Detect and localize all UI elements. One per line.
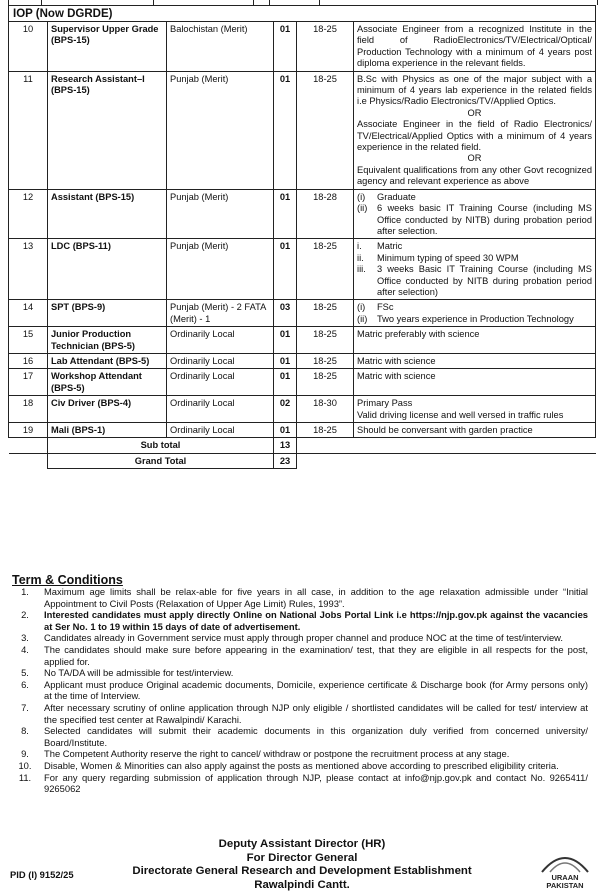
post-count: 01 (274, 369, 297, 396)
domicile: Punjab (Merit) (167, 189, 274, 239)
age-limit: 18-25 (297, 300, 354, 327)
serial-number: 10 (9, 22, 48, 72)
term-number: 9. (21, 748, 29, 760)
qualification-line: Valid driving license and well versed in traffic rules (357, 409, 564, 420)
term-number: 4. (21, 643, 29, 655)
domicile: Ordinarily Local (167, 423, 274, 438)
post-count: 01 (274, 189, 297, 239)
qualification (354, 353, 596, 368)
qualification-item (357, 192, 592, 203)
age-limit: 18-25 (297, 22, 354, 72)
table-row (9, 22, 596, 72)
subtotal-row (9, 438, 596, 453)
post-name: Workshop Attendant (BPS-5) (48, 369, 167, 396)
domicile: Ordinarily Local (167, 353, 274, 368)
table-row (9, 71, 596, 189)
qualification (354, 423, 596, 438)
term-text: The candidates should make sure before appearing in the examination/ test, that they are eligible in all respects for the post, applied for. (44, 643, 588, 667)
item-marker: (ii) (357, 313, 368, 324)
grandtotal-label: Grand Total (48, 453, 274, 468)
table-row (9, 239, 596, 300)
table-row (9, 189, 596, 239)
qualification-line: Associate Engineer from a recognized Institute in the field of RadioElectronics/TV/Electrical/Optical/ Production Technology with a minimum of 4 years post diploma experience in the relevant fields. (357, 24, 592, 69)
qualification (354, 396, 596, 423)
qualification-line: Equivalent qualifications from any other Govt recognized agency and relevant experience as above (357, 164, 592, 187)
grandtotal-row (9, 453, 596, 468)
age-limit: 18-25 (297, 327, 354, 354)
footer-line: Rawalpindi Cantt. (254, 878, 350, 891)
age-limit: 18-25 (297, 353, 354, 368)
term-text: Disable, Women & Minorities can also apply against the posts as mentioned above according to prescribed eligibility criteria. (44, 759, 559, 771)
term-text: Maximum age limits shall be relax-able for five years in all case, in addition to the age relaxation admissible under “Initial Appointment to Civil Posts (Relaxation of Upper Age Limit) Rules, 1993”. (44, 586, 588, 609)
item-text: Two years experience in Production Technology (377, 313, 574, 324)
serial-number: 15 (9, 327, 48, 354)
post-name: Research Assistant–I (BPS-15) (48, 71, 167, 189)
term-text: The Competent Authority reserve the right to cancel/ withdraw or postpone the recruitment process at any stage. (44, 748, 510, 760)
table-row (9, 396, 596, 423)
term-number: 5. (21, 667, 29, 679)
item-text: Matric (377, 241, 403, 252)
qualification (354, 22, 596, 72)
serial-number: 16 (9, 353, 48, 368)
post-name: Supervisor Upper Grade (BPS-15) (48, 22, 167, 72)
domicile: Ordinarily Local (167, 369, 274, 396)
subtotal-value: 13 (274, 438, 297, 453)
term-number: 7. (21, 701, 29, 713)
age-limit: 18-25 (297, 369, 354, 396)
footer-line: Directorate General Research and Development Establishment (132, 865, 472, 878)
serial-number: 18 (9, 396, 48, 423)
item-marker: (i) (357, 302, 366, 313)
post-name: SPT (BPS-9) (48, 300, 167, 327)
item-text: Graduate (377, 191, 416, 202)
logo-text-line2: PAKISTAN (546, 881, 584, 890)
post-count: 01 (274, 71, 297, 189)
age-limit: 18-30 (297, 396, 354, 423)
footer-line: Deputy Assistant Director (HR) (218, 838, 386, 850)
post-count: 01 (274, 327, 297, 354)
logo-text-line1: URAAN (551, 873, 579, 882)
term-item (6, 644, 588, 667)
qualification-line: Associate Engineer in the field of Radio Electronics/ TV/Electrical/Applied Optics with a minimum of 4 years experience in the related field. (357, 119, 592, 153)
table-row (9, 353, 596, 368)
item-text: Minimum typing of speed 30 WPM (377, 252, 519, 263)
serial-number: 13 (9, 239, 48, 300)
terms-list (6, 586, 588, 795)
grandtotal-value: 23 (274, 453, 297, 468)
post-name: Junior Production Technician (BPS-5) (48, 327, 167, 354)
vacancy-table (8, 21, 596, 469)
qualification-line: Should be conversant with garden practice (357, 425, 533, 435)
qualification-line: OR (467, 153, 482, 164)
serial-number: 19 (9, 423, 48, 438)
term-text: No TA/DA will be admissible for test/interview. (44, 667, 234, 679)
term-text: Selected candidates will submit their academic documents in this organization duly verified from concerned university/ Board/Institute. (44, 725, 588, 748)
qualification (354, 71, 596, 189)
age-limit: 18-28 (297, 189, 354, 239)
table-row (9, 423, 596, 438)
item-marker: i. (357, 241, 362, 252)
post-count: 01 (274, 22, 297, 72)
qualification (354, 239, 596, 300)
term-text: Candidates already in Government service must apply through proper channel and produce NOC at the time of test/interview. (44, 632, 564, 644)
item-marker: iii. (357, 264, 366, 275)
post-name: Assistant (BPS-15) (48, 189, 167, 239)
serial-number: 14 (9, 300, 48, 327)
qualification-item (357, 314, 592, 325)
totals (9, 438, 596, 469)
term-number: 8. (21, 725, 29, 737)
term-number: 6. (21, 678, 29, 690)
item-marker: (i) (357, 191, 366, 202)
term-text: Interested candidates must apply directly Online on National Jobs Portal Link i.e https://njp.gov.pk against the vacancies at Ser No. 1 to 19 within 15 days of date of advertisement. (44, 609, 588, 632)
vacancy-rows (9, 22, 596, 438)
post-count: 03 (274, 300, 297, 327)
table-row (9, 300, 596, 327)
post-name: Mali (BPS-1) (48, 423, 167, 438)
qualification-line: Primary Pass (357, 398, 413, 409)
table-row (9, 327, 596, 354)
qualification (354, 300, 596, 327)
subtotal-label: Sub total (48, 438, 274, 453)
item-text: 3 weeks Basic IT Training Course (including MS Office conducted by NITB during probation period after selection) (377, 264, 592, 297)
qualification-line: B.Sc with Physics as one of the major subject with a minimum of 4 years lab experience in the related fields i.e Physics/Radio Electronics/TV/Applied Optics. (357, 73, 592, 107)
section-title: IOP (Now DGRDE) (8, 5, 596, 22)
term-item (6, 667, 588, 679)
domicile: Ordinarily Local (167, 396, 274, 423)
qualification-item (357, 302, 592, 313)
serial-number: 11 (9, 71, 48, 189)
term-text: After necessary scrutiny of online application through NJP only eligible / shortlisted candidates will be called for test/ interview at the specified test center at Rawalpindi/ Karachi. (44, 701, 588, 725)
term-item (6, 586, 588, 609)
term-item (6, 702, 588, 725)
term-number: 3. (21, 632, 29, 644)
domicile: Punjab (Merit) (167, 239, 274, 300)
age-limit: 18-25 (297, 239, 354, 300)
qualification (354, 369, 596, 396)
term-item (6, 772, 588, 795)
item-marker: ii. (357, 252, 364, 263)
domicile: Punjab (Merit) (167, 71, 274, 189)
age-limit: 18-25 (297, 71, 354, 189)
qualification-line: OR (467, 107, 482, 118)
post-count: 01 (274, 353, 297, 368)
post-name: Civ Driver (BPS-4) (48, 396, 167, 423)
qualification-item (357, 203, 592, 237)
domicile: Balochistan (Merit) (167, 22, 274, 72)
qualification-line: Matric with science (357, 355, 436, 366)
age-limit: 18-25 (297, 423, 354, 438)
footer-line: For Director General (246, 851, 358, 864)
table-row (9, 369, 596, 396)
term-number: 1. (21, 586, 29, 597)
domicile: Punjab (Merit) - 2 FATA (Merit) - 1 (167, 300, 274, 327)
term-item (6, 632, 588, 644)
item-marker: (ii) (357, 203, 368, 214)
terms-heading: Term & Conditions (12, 573, 123, 587)
domicile: Ordinarily Local (167, 327, 274, 354)
term-item (6, 679, 588, 702)
term-item (6, 748, 588, 760)
uraan-pakistan-logo (536, 842, 594, 890)
post-name: LDC (BPS-11) (48, 239, 167, 300)
term-item (6, 760, 588, 772)
post-count: 02 (274, 396, 297, 423)
qualification-item (357, 253, 592, 264)
term-number: 11. (18, 771, 32, 783)
term-number: 2. (21, 609, 29, 621)
footer-signature (0, 838, 604, 892)
qualification-line: Matric preferably with science (357, 329, 480, 340)
qualification-item (357, 264, 592, 298)
term-number: 10. (18, 759, 32, 771)
post-name: Lab Attendant (BPS-5) (48, 353, 167, 368)
serial-number: 12 (9, 189, 48, 239)
term-text: For any query regarding submission of application through NJP, please contact at info@njp.gov.pk and contact No. 9265411/ 9265062 (44, 771, 588, 795)
term-item (6, 725, 588, 748)
serial-number: 17 (9, 369, 48, 396)
qualification-item (357, 241, 592, 252)
post-count: 01 (274, 423, 297, 438)
qualification (354, 327, 596, 354)
term-text: Applicant must produce Original academic documents, Domicile, experience certificate & Discharge book (for Army persons only) at the time of Interview. (44, 678, 588, 702)
item-text: 6 weeks basic IT Training Course (including MS Office conducted by NITB) during probation period after selection. (377, 203, 592, 236)
qualification (354, 189, 596, 239)
pid-number: PID (I) 9152/25 (10, 869, 74, 880)
qualification-line: Matric with science (357, 371, 436, 382)
item-text: FSc (377, 302, 394, 313)
term-item (6, 609, 588, 632)
post-count: 01 (274, 239, 297, 300)
